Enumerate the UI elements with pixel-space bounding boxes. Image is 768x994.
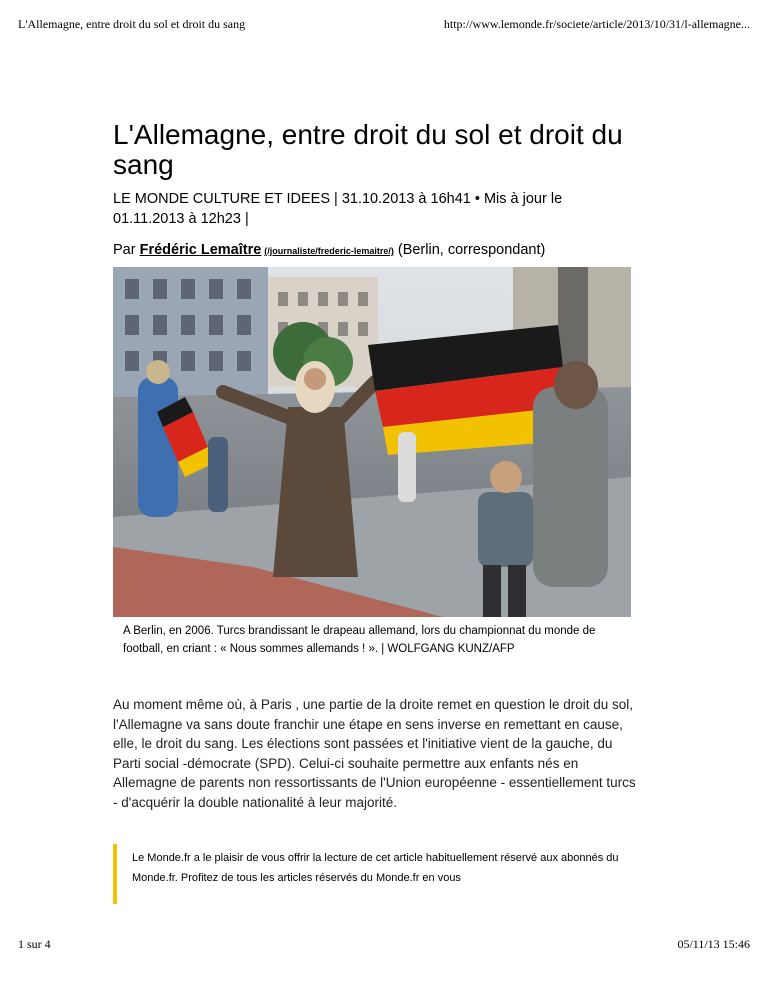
- article-meta: [113, 189, 633, 229]
- byline-prefix: Par: [113, 242, 140, 258]
- article-meta-line-2: 01.11.2013 à 12h23 |: [113, 211, 249, 227]
- photo-caption: A Berlin, en 2006. Turcs brandissant le drapeau allemand, lors du championnat du monde de football, en criant : « Nous sommes allemands ! ». | WOLFGANG KUNZ/AFP: [123, 625, 596, 655]
- print-footer: [18, 937, 750, 952]
- author-url[interactable]: (/journaliste/frederic-lemaitre/): [264, 246, 394, 256]
- subscriber-notice-text: Le Monde.fr a le plaisir de vous offrir la lecture de cet article habituellement réservé aux abonnés du Monde.fr. Profitez de tous les articles réservés du Monde.fr en vous: [132, 852, 619, 884]
- page-number: 1 sur 4: [18, 937, 51, 951]
- print-header: [18, 17, 750, 32]
- subscriber-notice: [113, 844, 643, 904]
- lead-paragraph: Au moment même où, à Paris , une partie de la droite remet en question le droit du sol, l'Allemagne va sans doute franchir une étape en sens inverse en remettant en cause, elle, le droit du sang. Les élections sont passées et l'initiative vient de la gauche, du Parti social -démocrate (SPD). Celui-ci souhaite permettre aux enfants nés en Allemagne de parents non ressortissants de l'Union européenne - essentiellement turcs - d'acquérir la double nationalité à leur majorité.: [113, 697, 636, 810]
- article-meta-line-1: LE MONDE CULTURE ET IDEES | 31.10.2013 à 16h41 • Mis à jour le: [113, 191, 563, 207]
- article-photo: [113, 267, 631, 617]
- print-page-title: L'Allemagne, entre droit du sol et droit du sang: [18, 17, 246, 31]
- article-headline: L'Allemagne, entre droit du sol et droit du sang: [113, 119, 623, 180]
- photo-illustration: [113, 267, 631, 617]
- article-header: [113, 120, 633, 261]
- author-link[interactable]: Frédéric Lemaître: [139, 242, 262, 258]
- print-timestamp: 05/11/13 15:46: [677, 937, 750, 951]
- byline: [113, 240, 633, 261]
- print-url[interactable]: http://www.lemonde.fr/societe/article/2013/10/31/l-allemagne...: [443, 17, 750, 31]
- byline-suffix: (Berlin, correspondant): [393, 242, 546, 258]
